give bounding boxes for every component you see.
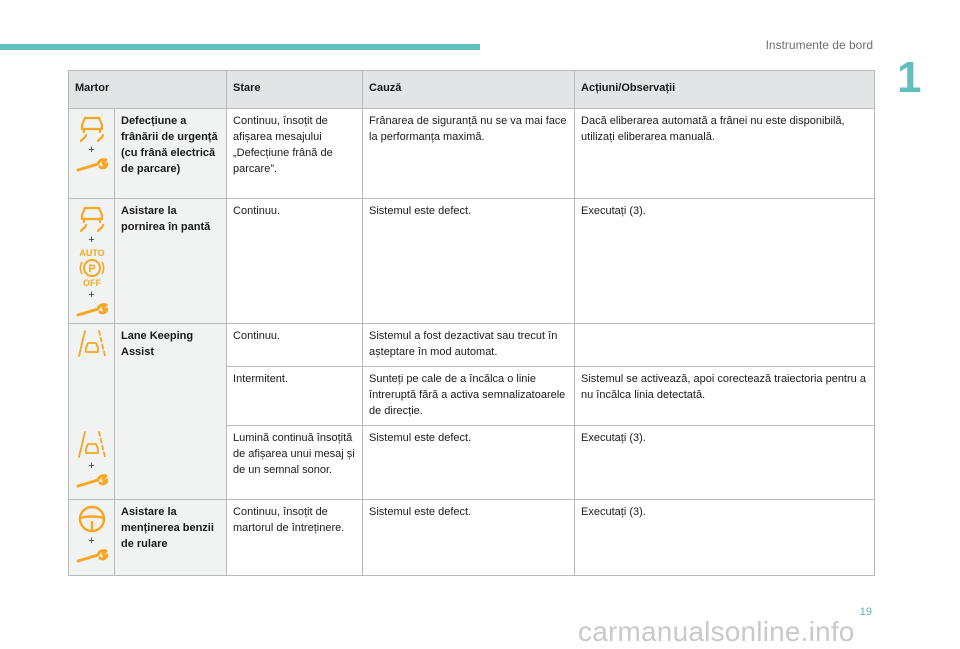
header-accent-bar (0, 44, 480, 50)
wrench-icon (76, 474, 108, 490)
skid-car-icon (77, 203, 107, 233)
column-header: Martor (69, 71, 227, 109)
action-cell (575, 324, 875, 367)
section-title: Instrumente de bord (765, 38, 873, 52)
action-cell: Executați (3). (575, 425, 875, 499)
wrench-icon (76, 158, 108, 174)
cause-cell: Sistemul este defect. (363, 499, 575, 575)
indicator-name: Asistare la menținerea benzii de rulare (115, 499, 227, 575)
column-header: Cauză (363, 71, 575, 109)
action-cell: Executați (3). (575, 199, 875, 324)
wrench-icon (76, 303, 108, 319)
plus-sign: + (88, 460, 95, 473)
state-cell: Continuu, însoțit de afișarea mesajului „Defecțiune frână de parcare”. (227, 109, 363, 199)
indicator-name: Defecțiune a frânării de urgență (cu frână electrică de parcare) (115, 109, 227, 199)
cause-cell: Frânarea de siguranță nu se va mai face la performanța maximă. (363, 109, 575, 199)
table-row (69, 199, 875, 324)
action-cell: Executați (3). (575, 499, 875, 575)
auto-label: AUTO (78, 248, 105, 258)
table-header-row (69, 71, 875, 109)
plus-sign: + (88, 234, 95, 246)
steering-wheel-icon (77, 504, 107, 534)
plus-sign: + (88, 534, 95, 547)
indicator-table (68, 70, 875, 576)
auto-p-off-icon (75, 248, 109, 288)
symbol-cell (69, 109, 115, 199)
watermark: carmanualsonline.info (578, 616, 855, 647)
action-cell: Dacă eliberarea automată a frânei nu este disponibilă, utilizați eliberarea manuală. (575, 109, 875, 199)
symbol-cell (69, 425, 115, 499)
column-header: Stare (227, 71, 363, 109)
lane-keeping-icon (77, 429, 107, 459)
cause-cell: Sistemul este defect. (363, 199, 575, 324)
indicator-name: Lane Keeping Assist (115, 324, 227, 500)
table-row (69, 324, 875, 367)
cause-cell: Sistemul este defect. (363, 425, 575, 499)
page-number: 19 (859, 606, 872, 618)
p-label: P (87, 263, 96, 275)
column-header: Acțiuni/Observații (575, 71, 875, 109)
skid-car-icon (77, 113, 107, 143)
state-cell: Continuu. (227, 199, 363, 324)
wrench-icon (76, 549, 108, 565)
table-row (69, 109, 875, 199)
chapter-number: 1 (897, 53, 922, 102)
symbol-cell (69, 499, 115, 575)
lane-keeping-icon (77, 328, 107, 358)
action-cell: Sistemul se activează, apoi corectează traiectoria pentru a nu încălca linia detectată. (575, 366, 875, 425)
state-cell: Lumină continuă însoțită de afișarea unui mesaj și de un semnal sonor. (227, 425, 363, 499)
plus-sign: + (88, 144, 95, 156)
state-cell: Continuu, însoțit de martorul de întreținere. (227, 499, 363, 575)
plus-sign: + (88, 289, 95, 301)
cause-cell: Sunteți pe cale de a încălca o linie întreruptă fără a activa semnalizatoarele de direcție. (363, 366, 575, 425)
indicator-name: Asistare la pornirea în pantă (115, 199, 227, 324)
cause-cell: Sistemul a fost dezactivat sau trecut în așteptare în mod automat. (363, 324, 575, 367)
table-row (69, 499, 875, 575)
symbol-cell (69, 199, 115, 324)
state-cell: Continuu. (227, 324, 363, 367)
off-label: OFF (82, 278, 101, 288)
state-cell: Intermitent. (227, 366, 363, 425)
symbol-cell (69, 324, 115, 426)
